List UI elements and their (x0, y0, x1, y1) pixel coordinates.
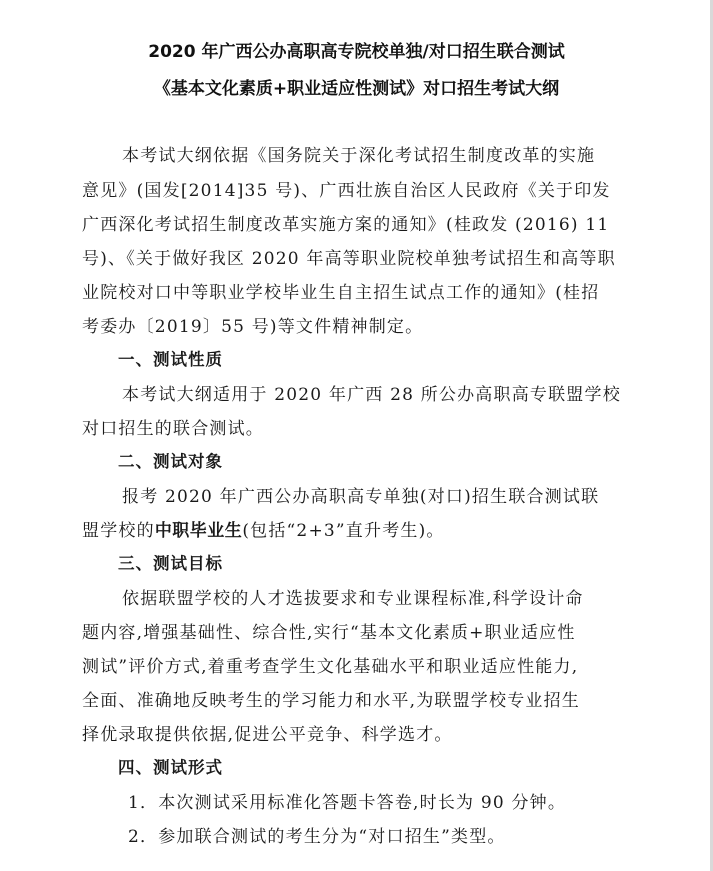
section-3-line-4: 全面、准确地反映考生的学习能力和水平,为联盟学校专业招生 (82, 691, 581, 711)
section-2-line-1: 报考 2020 年广西公办高职高专单独(对口)招生联合测试联 (122, 487, 600, 507)
section-3-line-3: 测试”评价方式,着重考查学生文化基础水平和职业适应性能力, (82, 657, 579, 677)
section-4-item-1: 1．本次测试采用标准化答题卡答卷,时长为 90 分钟。 (128, 793, 567, 813)
section-1-line-1: 本考试大纲适用于 2020 年广西 28 所公办高职高专联盟学校 (122, 385, 621, 405)
intro-line-1: 本考试大纲依据《国务院关于深化考试招生制度改革的实施 (122, 146, 596, 166)
intro-line-3: 广西深化考试招生制度改革实施方案的通知》(桂政发 (2016) 11 (82, 215, 610, 235)
section-3-line-1: 依据联盟学校的人才选拔要求和专业课程标准,科学设计命 (122, 589, 584, 609)
intro-line-6: 考委办〔2019〕55 号)等文件精神制定。 (82, 317, 424, 337)
intro-line-4: 号)、《关于做好我区 2020 年高等职业院校单独考试招生和高等职 (82, 249, 616, 269)
section-4-item-2: 2．参加联合测试的考生分为“对口招生”类型。 (128, 827, 506, 847)
document-title-line-1: 2020 年广西公办高职高专院校单独/对口招生联合测试 (148, 42, 565, 62)
section-2-line-2-prefix: 盟学校的 (82, 521, 155, 541)
section-2-line-2 (82, 520, 642, 542)
section-3-heading: 三、测试目标 (118, 554, 223, 573)
section-3-line-2: 题内容,增强基础性、综合性,实行“基本文化素质+职业适应性 (82, 623, 576, 643)
section-2-line-2-suffix: (包括“2+3”直升考生)。 (242, 521, 445, 541)
document-title-line-2: 《基本文化素质+职业适应性测试》对口招生考试大纲 (153, 79, 560, 99)
section-4-heading: 四、测试形式 (118, 758, 223, 777)
emphasized-term: 中职毕业生 (154, 521, 243, 541)
section-2-heading: 二、测试对象 (118, 452, 223, 471)
intro-line-5: 业院校对口中等职业学校毕业生自主招生试点工作的通知》(桂招 (82, 283, 600, 303)
section-1-heading: 一、测试性质 (118, 350, 223, 369)
intro-line-2: 意见》(国发[2014]35 号)、广西壮族自治区人民政府《关于印发 (82, 181, 611, 201)
section-3-line-5: 择优录取提供依据,促进公平竞争、科学选才。 (82, 725, 453, 745)
section-1-line-2: 对口招生的联合测试。 (82, 419, 264, 439)
